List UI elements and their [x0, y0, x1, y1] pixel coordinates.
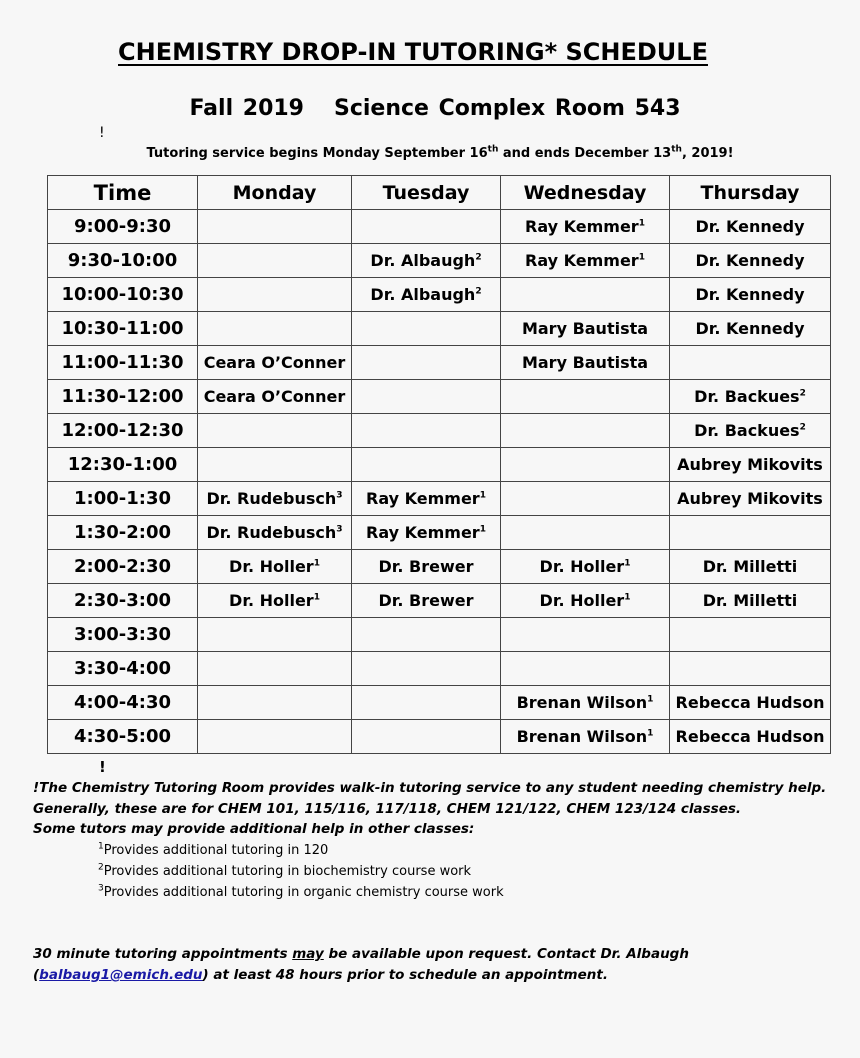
table-row	[48, 686, 831, 720]
column-header-tuesday: Tuesday	[352, 176, 501, 210]
time-slot: 10:30-11:00	[48, 312, 198, 346]
time-slot: 10:00-10:30	[48, 278, 198, 312]
footnote: $^1$Provides additional tutoring in 120	[98, 841, 329, 858]
tutor-cell: Dr. Kennedy	[670, 312, 831, 346]
footnote-mark: 2	[475, 252, 482, 263]
notes	[33, 778, 826, 840]
tutor-cell	[352, 686, 501, 720]
tutor-cell	[670, 346, 831, 380]
time-slot: 2:30-3:00	[48, 584, 198, 618]
stray-mark: !	[99, 125, 105, 141]
term: Fall 2019	[189, 96, 304, 121]
tutor-cell: Dr. Milletti	[670, 550, 831, 584]
time-slot: 12:30-1:00	[48, 448, 198, 482]
tutor-cell: Brenan Wilson$^1$	[501, 686, 670, 720]
tutor-cell: Rebecca Hudson	[670, 686, 831, 720]
service-dates: Tutoring service begins Monday September 16th and ends December 13th, 2019!	[146, 144, 734, 161]
table-row	[48, 550, 831, 584]
table-row	[48, 516, 831, 550]
footnote-mark: 2	[799, 422, 806, 433]
tutor-cell: Dr. Kennedy	[670, 278, 831, 312]
tutor-cell	[501, 618, 670, 652]
stray-mark-lower: !	[99, 758, 106, 776]
tutor-cell	[352, 618, 501, 652]
tutor-cell	[352, 312, 501, 346]
tutor-cell	[670, 652, 831, 686]
tutor-cell	[198, 720, 352, 754]
time-slot: 9:30-10:00	[48, 244, 198, 278]
footnote-mark: 3	[336, 490, 343, 501]
tutor-cell: Brenan Wilson$^1$	[501, 720, 670, 754]
column-header-monday: Monday	[198, 176, 352, 210]
tutor-cell: Dr. Holler$^1$	[198, 550, 352, 584]
table-row	[48, 652, 831, 686]
table-row	[48, 618, 831, 652]
tutor-cell: Dr. Backues$^2$	[670, 414, 831, 448]
column-header-wednesday: Wednesday	[501, 176, 670, 210]
column-header-thursday: Thursday	[670, 176, 831, 210]
location: Science Complex Room 543	[334, 96, 681, 121]
table-row	[48, 312, 831, 346]
table-row	[48, 210, 831, 244]
time-slot: 9:00-9:30	[48, 210, 198, 244]
footnote-mark: 1	[647, 728, 654, 739]
tutor-cell	[198, 448, 352, 482]
tutor-cell: Dr. Milletti	[670, 584, 831, 618]
tutor-cell: Ceara O’Conner	[198, 346, 352, 380]
footnote-mark: 2	[475, 286, 482, 297]
footnote-mark: 1	[647, 694, 654, 705]
tutor-cell: Dr. Albaugh$^2$	[352, 278, 501, 312]
footnote: $^2$Provides additional tutoring in biochemistry course work	[98, 862, 472, 879]
footnote-mark: 1	[638, 252, 645, 263]
tutor-cell: Dr. Brewer	[352, 550, 501, 584]
table-row	[48, 584, 831, 618]
time-slot: 11:00-11:30	[48, 346, 198, 380]
footnote-mark: 1	[313, 592, 320, 603]
footnote-mark: 3	[336, 524, 343, 535]
tutor-cell: Ray Kemmer$^1$	[352, 482, 501, 516]
tutor-cell	[670, 618, 831, 652]
tutor-cell: Dr. Albaugh$^2$	[352, 244, 501, 278]
tutor-cell: Mary Bautista	[501, 346, 670, 380]
time-slot: 2:00-2:30	[48, 550, 198, 584]
table-row	[48, 414, 831, 448]
table-row	[48, 380, 831, 414]
time-slot: 3:30-4:00	[48, 652, 198, 686]
column-header-time: Time	[48, 176, 198, 210]
tutor-cell: Dr. Kennedy	[670, 210, 831, 244]
schedule-table	[47, 175, 831, 754]
tutor-cell	[501, 380, 670, 414]
tutor-cell	[501, 448, 670, 482]
time-slot: 4:00-4:30	[48, 686, 198, 720]
footnote-mark: 2	[799, 388, 806, 399]
tutor-cell	[501, 652, 670, 686]
tutor-cell	[352, 448, 501, 482]
time-slot: 1:00-1:30	[48, 482, 198, 516]
time-slot: 4:30-5:00	[48, 720, 198, 754]
tutor-cell: Ray Kemmer$^1$	[501, 210, 670, 244]
tutor-cell: Dr. Rudebusch$^3$	[198, 516, 352, 550]
time-slot: 1:30-2:00	[48, 516, 198, 550]
time-slot: 12:00-12:30	[48, 414, 198, 448]
tutor-cell	[501, 414, 670, 448]
tutor-cell: Mary Bautista	[501, 312, 670, 346]
tutor-cell: Dr. Backues$^2$	[670, 380, 831, 414]
tutor-cell	[198, 652, 352, 686]
tutor-cell: Dr. Holler$^1$	[198, 584, 352, 618]
footnote-mark: 1	[479, 490, 486, 501]
tutor-cell: Rebecca Hudson	[670, 720, 831, 754]
note-line: !The Chemistry Tutoring Room provides walk-in tutoring service to any student needing chemistry help.	[33, 780, 827, 796]
table-row	[48, 448, 831, 482]
tutor-cell	[198, 414, 352, 448]
tutor-cell	[198, 618, 352, 652]
term-location	[0, 96, 860, 121]
note-line: Generally, these are for CHEM 101, 115/116, 117/118, CHEM 121/122, CHEM 123/124 classes.	[33, 800, 742, 817]
table-row	[48, 278, 831, 312]
tutor-cell: Ray Kemmer$^1$	[501, 244, 670, 278]
page-title: CHEMISTRY DROP-IN TUTORING* SCHEDULE	[118, 38, 708, 66]
email-link[interactable]: balbaug1@emich.edu	[39, 967, 203, 983]
footnote: $^3$Provides additional tutoring in organic chemistry course work	[98, 883, 504, 900]
table-row	[48, 482, 831, 516]
tutor-cell	[198, 244, 352, 278]
table-row	[48, 244, 831, 278]
tutor-cell: Dr. Brewer	[352, 584, 501, 618]
footnote-mark: 1	[638, 218, 645, 229]
tutor-cell	[352, 210, 501, 244]
time-slot: 3:00-3:30	[48, 618, 198, 652]
tutor-cell: Dr. Holler$^1$	[501, 584, 670, 618]
table-row	[48, 720, 831, 754]
tutor-cell	[198, 278, 352, 312]
tutor-cell	[352, 414, 501, 448]
footnote-mark: 1	[624, 592, 631, 603]
note-line: Some tutors may provide additional help in other classes:	[33, 821, 475, 837]
tutor-cell: Ray Kemmer$^1$	[352, 516, 501, 550]
footnotes	[98, 840, 504, 903]
tutor-cell	[501, 278, 670, 312]
tutor-cell	[198, 312, 352, 346]
tutor-cell	[501, 482, 670, 516]
tutor-cell: Dr. Kennedy	[670, 244, 831, 278]
footnote-mark: 1	[624, 558, 631, 569]
time-slot: 11:30-12:00	[48, 380, 198, 414]
tutor-cell	[198, 686, 352, 720]
tutor-cell: Aubrey Mikovits	[670, 482, 831, 516]
tutor-cell	[501, 516, 670, 550]
header-row	[48, 176, 831, 210]
tutor-cell: Dr. Rudebusch$^3$	[198, 482, 352, 516]
appointment-note: 30 minute tutoring appointments may be available upon request. Contact Dr. Albaugh (balbaug1@emich.edu) at least 48 hours prior to schedule an appointment.	[33, 946, 689, 983]
tutor-cell	[352, 346, 501, 380]
tutor-cell: Aubrey Mikovits	[670, 448, 831, 482]
tutor-cell: Ceara O’Conner	[198, 380, 352, 414]
tutor-cell	[352, 380, 501, 414]
tutor-cell	[352, 720, 501, 754]
tutor-cell	[670, 516, 831, 550]
table-row	[48, 346, 831, 380]
tutor-cell	[352, 652, 501, 686]
tutor-cell	[198, 210, 352, 244]
footnote-mark: 1	[313, 558, 320, 569]
footnote-mark: 1	[479, 524, 486, 535]
tutor-cell: Dr. Holler$^1$	[501, 550, 670, 584]
